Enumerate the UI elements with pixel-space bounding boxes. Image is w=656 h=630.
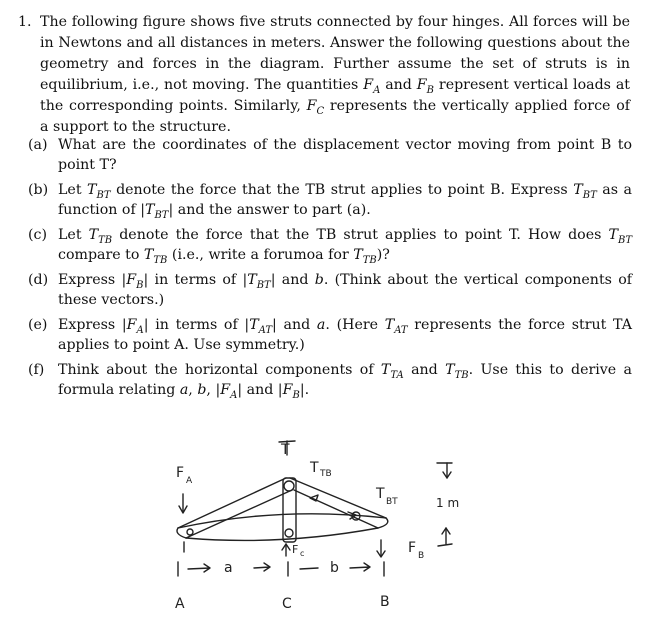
label-B: B	[380, 594, 390, 610]
arrow-FC	[282, 544, 290, 556]
strut-AT	[178, 478, 292, 538]
label-TBT-sub: BT	[386, 497, 398, 507]
label-FC-sub: c	[300, 549, 305, 558]
label-T: T	[281, 442, 290, 458]
label-FB: F	[408, 540, 417, 556]
problem-intro: The following figure shows five struts connected by four hinges. All forces will be in Newtons and all distances in meters. Answer the following questions about the geometry and forces in the diagram. Further assume the set of struts is in equilibrium, i.e., not moving. The quantities $F_A$ and $F_B$ represent vertical loads at the corresponding points. Similarly, $F_C$ represents the vertically applied force of a support to the structure.	[40, 14, 630, 135]
arrow-TBT	[348, 512, 356, 519]
label-TTB-sub: TB	[320, 469, 332, 479]
label-C: C	[282, 596, 292, 612]
label-1m: 1 m	[436, 496, 460, 510]
part-f: (f) Think about the horizontal components of $T_{TA}$ and $T_{TB}$. Use this to derive a formula relating a, b, $|F_A|$ and $|F_B|$.	[28, 362, 633, 401]
label-TBT: T	[376, 486, 385, 502]
part-e: (e) Express $|F_A|$ in terms of $|T_{AT}|$ and a. (Here $T_{AT}$ represents the force strut TA applies to point A. Use symmetry.)	[28, 317, 632, 353]
label-FA: F	[176, 465, 185, 481]
scale-1m	[437, 463, 452, 546]
label-FA-sub: A	[186, 476, 193, 486]
dimension-lines	[178, 542, 384, 576]
label-FB-sub: B	[418, 551, 425, 561]
label-a: a	[224, 560, 233, 576]
arrow-FB	[377, 540, 385, 557]
part-c: (c) Let $T_{TB}$ denote the force that the TB strut applies to point T. How does $T_{BT}$ compare to $T_{TB}$ (i.e., write a forumoa for $T_{TB}$)?	[28, 227, 632, 266]
label-FC: F	[292, 543, 299, 556]
strut-TC	[283, 478, 296, 542]
arrow-FA	[179, 494, 187, 513]
hinges	[187, 481, 360, 537]
sub-questions	[28, 135, 632, 405]
label-TTB: T	[310, 460, 319, 476]
part-b: (b) Let $T_{BT}$ denote the force that the TB strut applies to point B. Express $T_{BT}$ as a function of $|T_{BT}|$ and the answer to part (a).	[28, 182, 632, 221]
strut-TB	[290, 478, 386, 528]
label-b: b	[330, 560, 339, 576]
label-A: A	[175, 596, 185, 612]
strut-AB	[177, 514, 388, 541]
arrow-TTB	[310, 495, 318, 501]
problem-number: 1.	[18, 14, 32, 30]
problem-1	[18, 12, 630, 138]
part-d: (d) Express $|F_B|$ in terms of $|T_{BT}|$ and b. (Think about the vertical components of these vectors.)	[28, 272, 632, 308]
part-a: (a) What are the coordinates of the displacement vector moving from point B to point T?	[28, 137, 632, 173]
T-mark	[279, 441, 295, 455]
